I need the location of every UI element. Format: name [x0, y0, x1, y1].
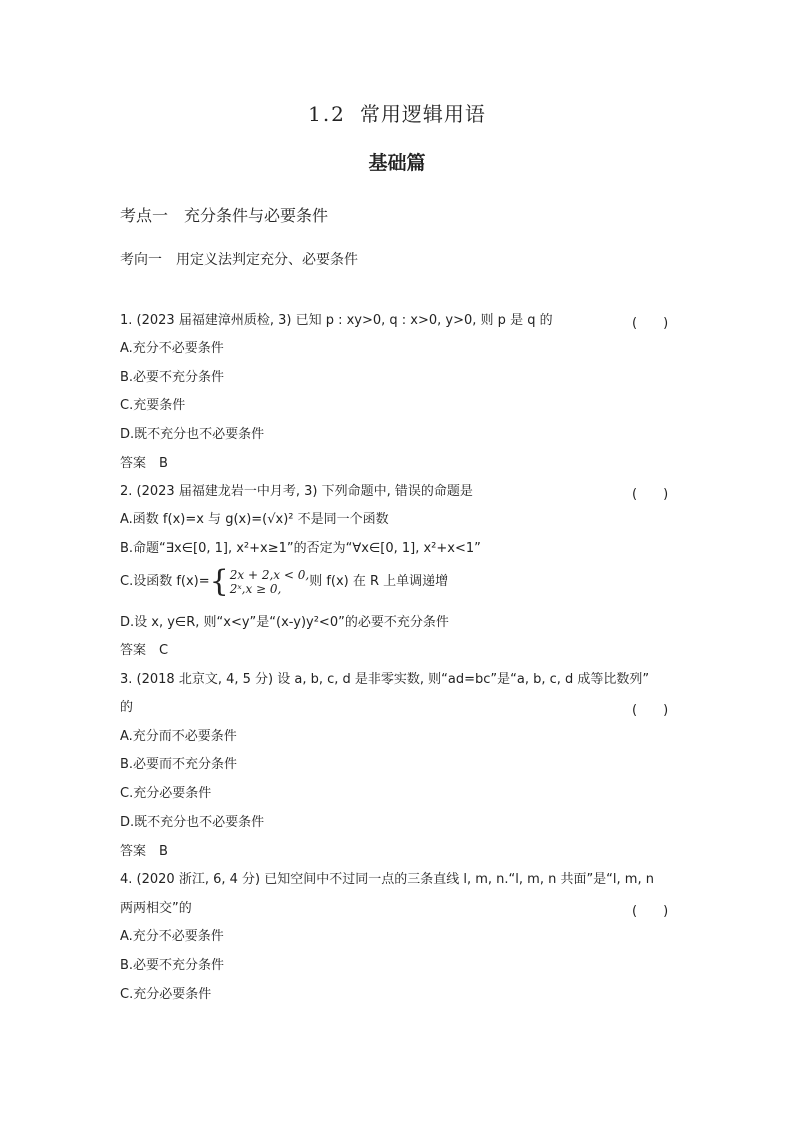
section-title-text: 常用逻辑用语: [359, 102, 486, 126]
q3-option-d: D.既不充分也不必要条件: [120, 815, 265, 830]
piecewise-cases: [230, 568, 309, 596]
q1-option-a: A.充分不必要条件: [120, 341, 224, 356]
q3-option-a: A.充分而不必要条件: [120, 729, 237, 744]
q4-stem-cont: 两两相交”的: [120, 901, 192, 916]
q3-answer-paren: ( ): [632, 703, 669, 718]
q1-stem: 1. (2023 届福建漳州质检, 3) 已知 p : xy>0, q : x>0, y>0, 则 p 是 q 的: [120, 313, 553, 328]
q2-option-b: B.命题“∃x∈[0, 1], x²+x≥1”的否定为“∀x∈[0, 1], x²+x<1”: [120, 541, 481, 556]
q1-option-d: D.既不充分也不必要条件: [120, 427, 265, 442]
q1-option-c: C.充要条件: [120, 398, 186, 413]
kaoxiang-heading: 考向一 用定义法判定充分、必要条件: [120, 252, 358, 268]
q2-option-a: A.函数 f(x)=x 与 g(x)=(√x)² 不是同一个函数: [120, 512, 389, 527]
q4-stem: 4. (2020 浙江, 6, 4 分) 已知空间中不过同一点的三条直线 l, m, n.“l, m, n 共面”是“l, m, n: [120, 872, 654, 887]
q3-option-c: C.充分必要条件: [120, 786, 212, 801]
kaodian-heading: 考点一 充分条件与必要条件: [120, 206, 329, 225]
section-title: [0, 98, 794, 127]
q3-answer: 答案 B: [120, 844, 168, 859]
q3-stem: 3. (2018 北京文, 4, 5 分) 设 a, b, c, d 是非零实数, 则“ad=bc”是“a, b, c, d 成等比数列”: [120, 672, 650, 687]
q3-option-b: B.必要而不充分条件: [120, 757, 238, 772]
q4-option-c: C.充分必要条件: [120, 987, 212, 1002]
piecewise-case-2: 2ˣ,x ≥ 0,: [229, 581, 282, 596]
q4-answer-paren: ( ): [632, 904, 669, 919]
q1-option-b: B.必要不充分条件: [120, 370, 225, 385]
subtitle: 基础篇: [368, 152, 426, 174]
q3-stem-cont: 的: [120, 700, 134, 715]
q2-option-d: D.设 x, y∈R, 则“x<y”是“(x-y)y²<0”的必要不充分条件: [120, 615, 449, 630]
q2-option-c-tail: 则 f(x) 在 R 上单调递增: [309, 574, 449, 589]
q1-answer-paren: ( ): [632, 316, 669, 331]
q2-option-c: [120, 563, 449, 599]
q4-option-b: B.必要不充分条件: [120, 958, 225, 973]
piecewise-brace: {: [209, 563, 229, 599]
piecewise-case-1: 2x + 2,x < 0,: [229, 567, 310, 582]
q4-option-a: A.充分不必要条件: [120, 929, 224, 944]
q2-answer-paren: ( ): [632, 487, 669, 502]
q2-stem: 2. (2023 届福建龙岩一中月考, 3) 下列命题中, 错误的命题是: [120, 484, 473, 499]
q2-option-c-label: C.设函数 f(x)=: [120, 574, 210, 589]
q1-answer: 答案 B: [120, 456, 168, 471]
q2-answer: 答案 C: [120, 643, 169, 658]
section-number: 1.2: [308, 102, 346, 126]
